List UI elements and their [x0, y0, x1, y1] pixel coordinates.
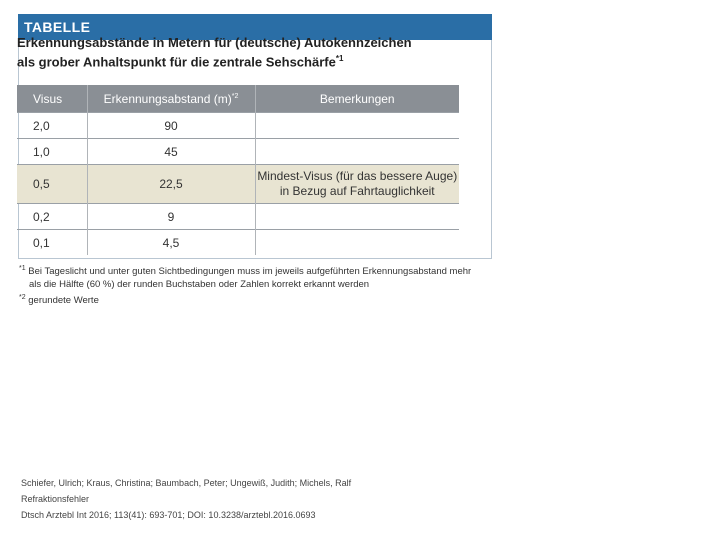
cell-distance: 9 [87, 204, 255, 230]
footnote-1-label: *1 [19, 265, 26, 272]
cell-distance: 22,5 [87, 165, 255, 204]
cell-visus: 2,0 [17, 113, 87, 139]
cell-visus: 1,0 [17, 139, 87, 165]
cell-visus: 0,2 [17, 204, 87, 230]
cell-distance: 90 [87, 113, 255, 139]
table-row [17, 139, 459, 165]
cell-remark [255, 204, 459, 230]
cell-visus: 0,1 [17, 230, 87, 256]
footnote-1 [19, 262, 497, 278]
citation-title: Refraktionsfehler [21, 494, 90, 504]
table-title-line-1: Erkennungsabstände in Metern für (deutsche) Autokennzeichen [17, 35, 412, 50]
footnote-2-marker: *2 [231, 92, 239, 100]
table-title-line-2-text: als grober Anhaltspunkt für die zentrale Sehschärfe [17, 54, 336, 70]
cell-distance: 4,5 [87, 230, 255, 256]
cell-remark [255, 230, 459, 256]
table-row [17, 113, 459, 139]
header-visus: Visus [17, 85, 87, 113]
footnote-2-text: gerundete Werte [28, 295, 99, 307]
visus-distance-table [17, 85, 459, 255]
cell-remark [255, 113, 459, 139]
footnote-2-label: *2 [19, 294, 26, 302]
cell-remark [255, 165, 459, 204]
table-row-highlighted [17, 165, 459, 204]
remark-line-2: in Bezug auf Fahrtauglichkeit [279, 184, 435, 198]
cell-remark [255, 139, 459, 165]
table-row [17, 230, 459, 256]
footnote-2 [19, 291, 497, 307]
header-distance-text: Erkennungsabstand (m) [103, 91, 232, 106]
table-footnotes [19, 262, 497, 307]
citation-source: Dtsch Arztebl Int 2016; 113(41): 693-701; DOI: 10.3238/arztebl.2016.0693 [21, 510, 316, 520]
table-header-row [17, 85, 459, 113]
header-remarks: Bemerkungen [255, 85, 459, 113]
header-distance [87, 85, 255, 113]
citation-block [21, 475, 351, 523]
table-title [17, 35, 467, 70]
footnote-1-marker: *1 [335, 54, 344, 63]
table-title-line-2 [17, 51, 467, 70]
cell-distance: 45 [87, 139, 255, 165]
cell-visus: 0,5 [17, 165, 87, 204]
footnote-1-continuation: als die Hälfte (60 %) der runden Buchstaben oder Zahlen korrekt erkannt werden [29, 279, 370, 291]
citation-authors: Schiefer, Ulrich; Kraus, Christina; Baumbach, Peter; Ungewiß, Judith; Michels, Ralf [21, 478, 352, 488]
figure-label: TABELLE [24, 19, 91, 35]
footnote-1-line-1: Bei Tageslicht und unter guten Sichtbedingungen muss im jeweils aufgeführten Erkennungsabstand mehr [28, 266, 472, 278]
table-row [17, 204, 459, 230]
remark-line-1: Mindest-Visus (für das bessere Auge) [257, 169, 458, 183]
